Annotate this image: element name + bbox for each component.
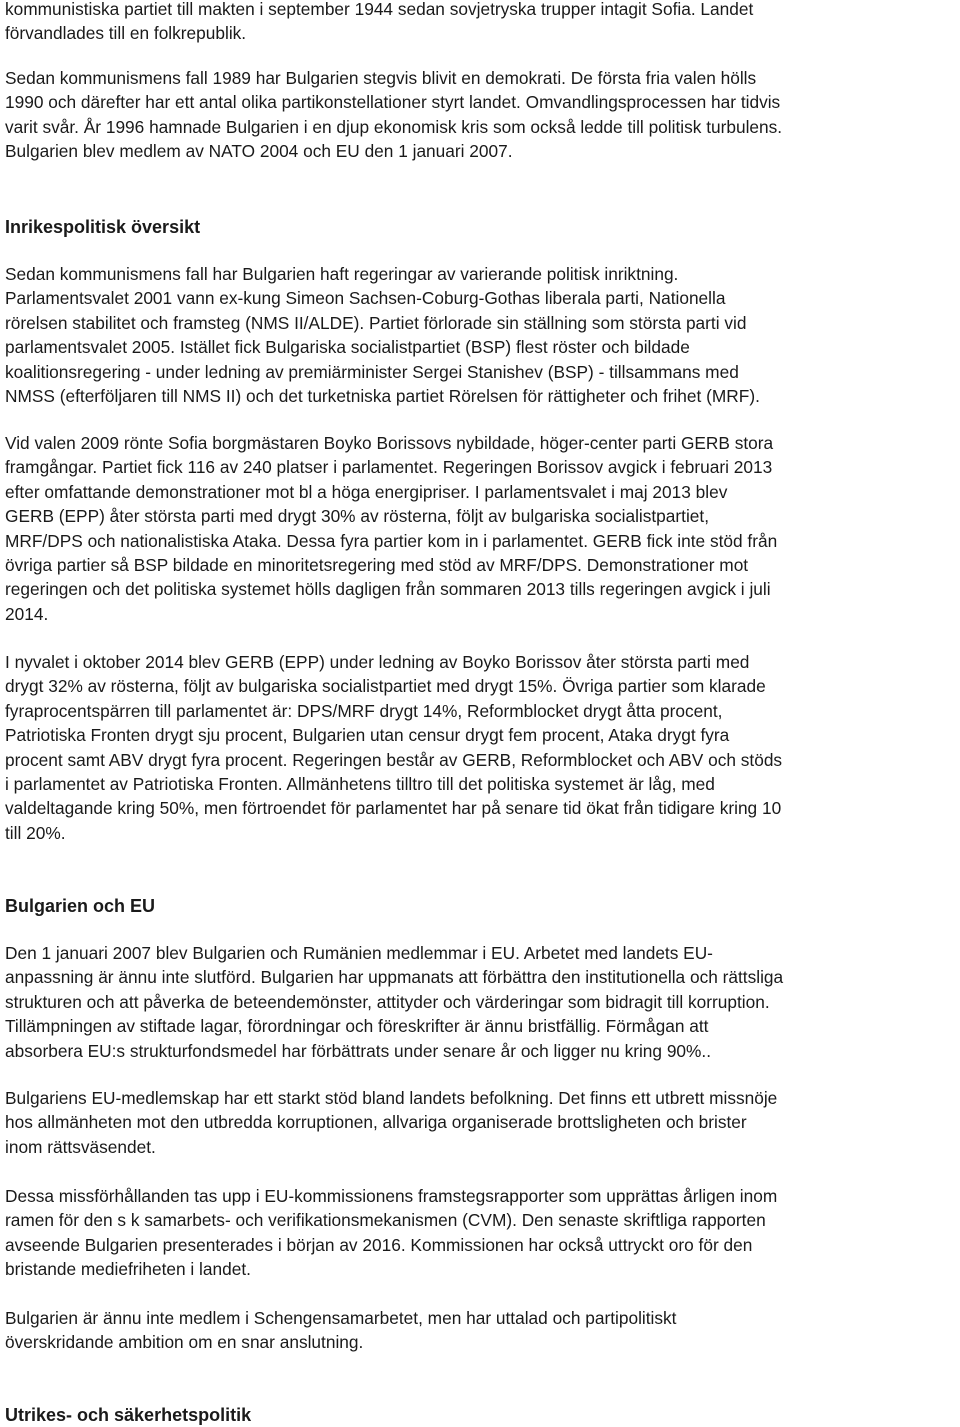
text-line: inom rättsväsendet. — [5, 1136, 156, 1157]
text-line: anpassning är ännu inte slutförd. Bulgarien har uppmanats att förbättra den institutionella och rättsliga — [5, 967, 784, 988]
text-line: Parlamentsvalet 2001 vann ex-kung Simeon Sachsen-Coburg-Gothas liberala parti, Nationella — [5, 288, 726, 309]
text-line: NMSS (efterföljaren till NMS II) och det turketniska partiet Rörelsen för rättigheter och frihet (MRF). — [5, 386, 760, 407]
text-line: drygt 32% av rösterna, följt av bulgariska socialistpartiet med drygt 15%. Övriga partier som klarade — [5, 676, 766, 697]
text-line: absorbera EU:s strukturfondsmedel har förbättrats under senare år och ligger nu kring 90%.. — [5, 1040, 712, 1061]
text-line: framgångar. Partiet fick 116 av 240 platser i parlamentet. Regeringen Borissov avgick i februari 2013 — [5, 457, 773, 478]
text-line: 2014. — [5, 603, 49, 624]
text-line: ramen för den s k samarbets- och verifikationsmekanismen (CVM). Den senaste skriftliga rapporten — [5, 1210, 766, 1231]
text-line: Sedan kommunismens fall 1989 har Bulgarien stegvis blivit en demokrati. De första fria valen hölls — [5, 68, 757, 88]
section-heading-domestic-politics: Inrikespolitisk översikt — [5, 217, 201, 237]
text-line: kommunistiska partiet till makten i september 1944 sedan sovjetryska trupper intagit Sofia. Landet — [5, 0, 754, 19]
text-line: Bulgariens EU-medlemskap har ett starkt stöd bland landets befolkning. Det finns ett utbrett missnöje — [5, 1088, 778, 1108]
section-heading-bulgaria-eu: Bulgarien och EU — [5, 896, 156, 916]
text-line: överskridande ambition om en snar anslutning. — [5, 1332, 364, 1353]
text-line: GERB (EPP) åter största parti med drygt 30% av rösterna, följt av bulgariska socialistpartiet, — [5, 506, 710, 527]
text-line: i parlamentet av Patriotiska Fronten. Allmänhetens tilltro till det politiska systemet är låg, med — [5, 774, 715, 795]
text-line: MRF/DPS och nationalistiska Ataka. Dessa fyra partier kom in i parlamentet. GERB fick inte stöd från — [5, 530, 778, 551]
text-line: varit svår. År 1996 hamnade Bulgarien i en djup ekonomisk kris som också ledde till politisk turbulens. — [5, 116, 783, 137]
text-line: Sedan kommunismens fall har Bulgarien haft regeringar av varierande politisk inriktning. — [5, 264, 679, 284]
text-line: 1990 och därefter har ett antal olika partikonstellationer styrt landet. Omvandlingsprocessen har tidvis — [5, 92, 781, 113]
intro-paragraph-1 — [5, 0, 753, 46]
text-line: I nyvalet i oktober 2014 blev GERB (EPP) under ledning av Boyko Borissov åter största parti med — [5, 652, 750, 672]
domestic-paragraph-2 — [5, 431, 777, 626]
eu-paragraph-1 — [5, 941, 783, 1063]
text-line: förvandlades till en folkrepublik. — [5, 23, 247, 44]
text-line: efter omfattande demonstrationer mot bl a höga energipriser. I parlamentsvalet i maj 2013 blev — [5, 481, 728, 502]
eu-paragraph-2 — [5, 1086, 777, 1159]
text-line: parlamentsvalet 2005. Istället fick Bulgariska socialistpartiet (BSP) flest röster och bildade — [5, 337, 690, 358]
text-line: strukturen och att påverka de beteendemönster, attityder och värderingar som bidragit till korruption. — [5, 991, 770, 1012]
text-line: Tillämpningen av stiftade lagar, förordningar och föreskrifter är ännu bristfällig. Förmågan att — [5, 1016, 709, 1037]
text-line: hos allmänheten mot den utbredda korruptionen, allvariga organiserade brottsligheten och brister — [5, 1112, 747, 1133]
text-line: Dessa missförhållanden tas upp i EU-kommissionens framstegsrapporter som upprättas årligen inom — [5, 1186, 778, 1206]
text-line: koalitionsregering - under ledning av premiärminister Sergei Stanishev (BSP) - tillsammans med — [5, 361, 739, 382]
text-line: Vid valen 2009 rönte Sofia borgmästaren Boyko Borissovs nybildade, höger-center parti GERB stora — [5, 433, 774, 453]
text-line: bristande mediefriheten i landet. — [5, 1259, 251, 1280]
text-line: övriga partier så BSP bildade en minoritetsregering med stöd av MRF/DPS. Demonstrationer mot — [5, 555, 749, 576]
text-line: Den 1 januari 2007 blev Bulgarien och Rumänien medlemmar i EU. Arbetet med landets EU- — [5, 943, 713, 963]
eu-paragraph-3 — [5, 1184, 777, 1282]
text-line: valdeltagande kring 50%, men förtroendet för parlamentet har på senare tid ökat från tidigare kring 10 — [5, 798, 782, 819]
section-heading-foreign-security-policy: Utrikes- och säkerhetspolitik — [5, 1405, 252, 1425]
domestic-paragraph-1 — [5, 262, 760, 408]
text-line: rörelsen stabilitet och framsteg (NMS II/ALDE). Partiet förlorade sin ställning som största parti vid — [5, 312, 747, 333]
domestic-paragraph-3 — [5, 650, 782, 845]
text-line: Patriotiska Fronten drygt sju procent, Bulgarien utan censur drygt fem procent, Ataka drygt fyra — [5, 725, 730, 746]
text-line: regeringen och det politiska systemet hölls dagligen från sommaren 2013 tills regeringen avgick i juli — [5, 579, 771, 600]
text-line: fyraprocentspärren till parlamentet är: DPS/MRF drygt 14%, Reformblocket drygt åtta procent, — [5, 700, 723, 721]
text-line: Bulgarien blev medlem av NATO 2004 och EU den 1 januari 2007. — [5, 141, 513, 162]
text-line: avseende Bulgarien presenterades i början av 2016. Kommissionen har också uttryckt oro för den — [5, 1234, 753, 1255]
eu-paragraph-4 — [5, 1306, 676, 1355]
text-line: till 20%. — [5, 822, 66, 843]
text-line: procent samt ABV drygt fyra procent. Regeringen består av GERB, Reformblocket och ABV och stöds — [5, 749, 783, 770]
text-line: Bulgarien är ännu inte medlem i Schengensamarbetet, men har uttalad och partipolitiskt — [5, 1308, 677, 1328]
intro-paragraph-2 — [5, 66, 782, 164]
